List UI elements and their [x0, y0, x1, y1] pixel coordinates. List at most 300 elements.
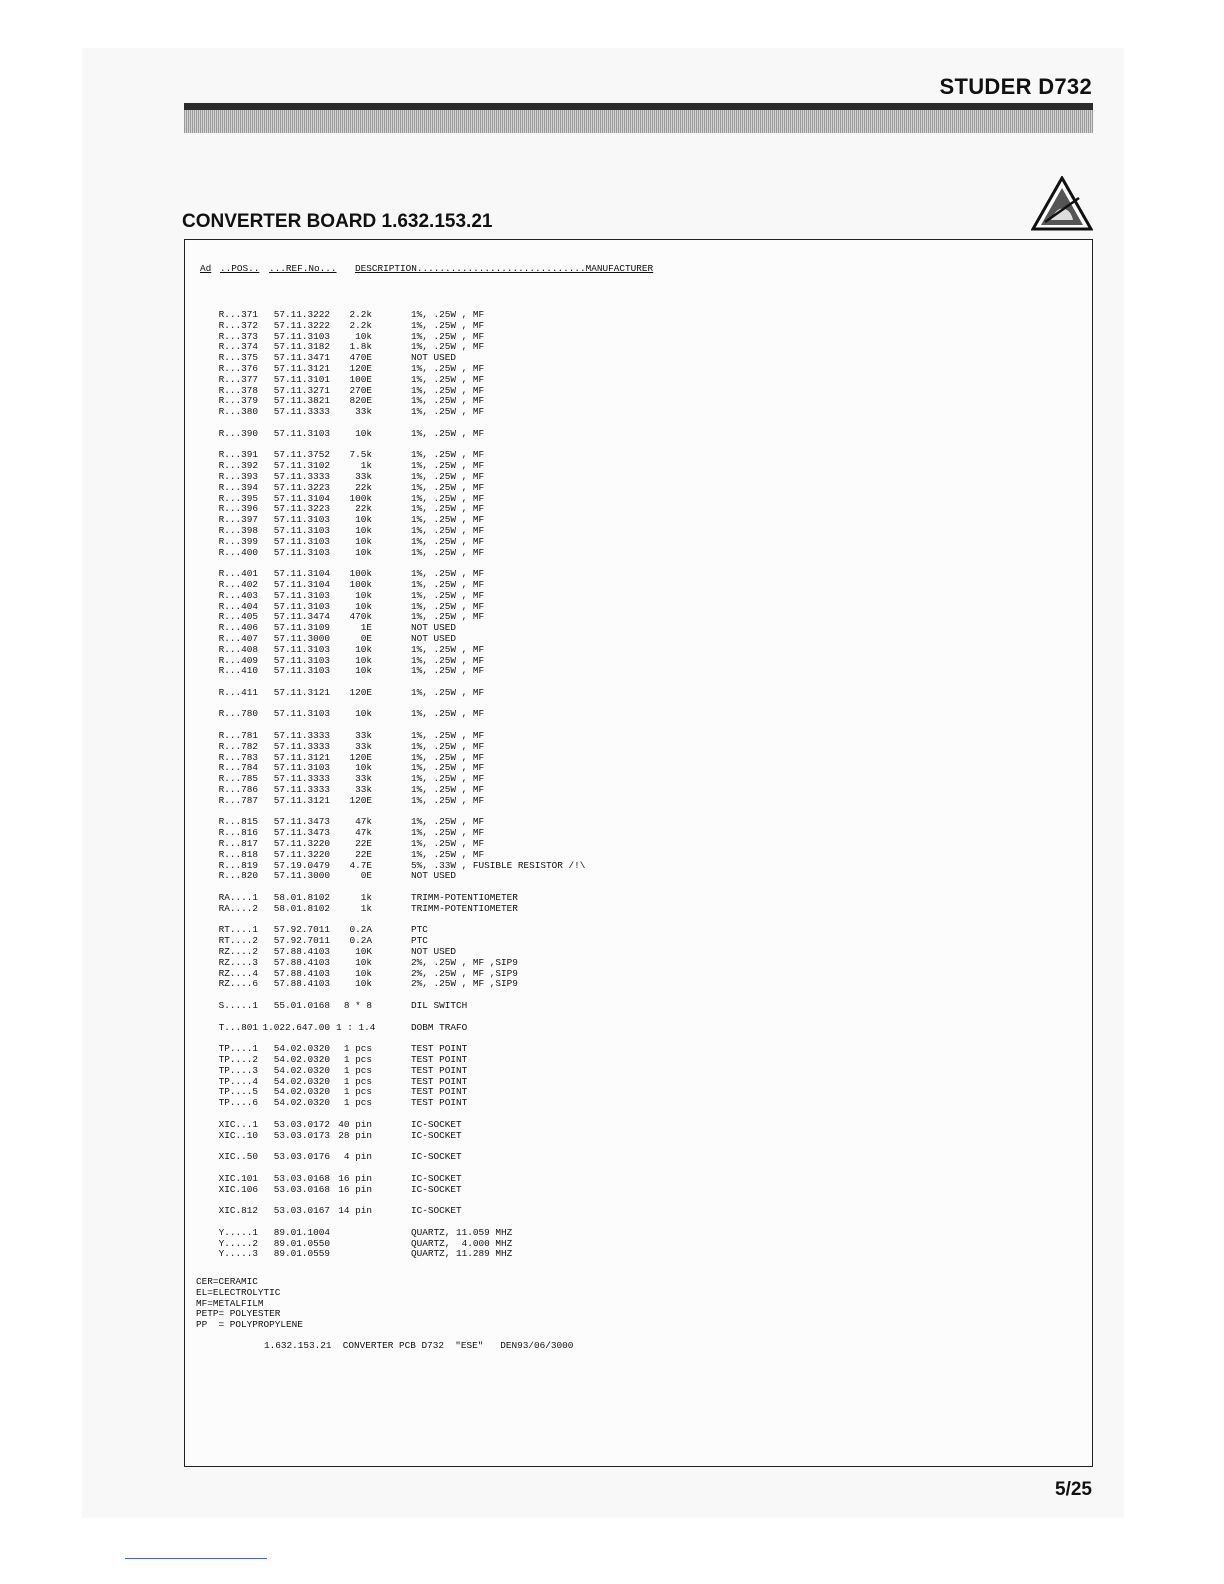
part-ref: 53.03.0173 [273, 1129, 330, 1141]
part-description: 1%, .25W , MF [411, 384, 485, 396]
legend-line: EL=ELECTROLYTIC [196, 1286, 281, 1298]
part-description: 1%, .25W , MF [411, 319, 485, 331]
part-pos: R...410 [218, 665, 258, 677]
part-pos: R...817 [218, 838, 258, 850]
part-ref: 57.11.3103 [273, 708, 330, 720]
part-description: 1%, .25W , MF [411, 794, 485, 806]
part-ref: 55.01.0168 [273, 1000, 330, 1011]
description-column [411, 310, 585, 1260]
part-pos: RZ....6 [218, 978, 258, 990]
part-pos: Y.....2 [218, 1237, 258, 1249]
part-ref: 57.11.3000 [273, 632, 330, 644]
part-value: 1 pcs [343, 1086, 372, 1098]
part-value: 10k [355, 535, 372, 547]
part-pos: R...399 [218, 535, 258, 547]
part-pos: RA....2 [218, 902, 258, 914]
part-value: 120E [349, 794, 372, 806]
part-description: 1%, .25W , MF [411, 773, 485, 785]
part-value: 40 pin [338, 1118, 372, 1130]
row-gap [262, 1012, 330, 1023]
part-description: 1%, .25W , MF [411, 827, 485, 839]
part-ref: 57.11.3103 [273, 427, 330, 439]
part-description: TEST POINT [411, 1064, 468, 1076]
part-ref: 57.11.3121 [273, 362, 330, 374]
part-pos: XIC..10 [218, 1129, 258, 1141]
part-pos: R...409 [218, 654, 258, 666]
part-value: 33k [355, 406, 372, 418]
part-pos: R...391 [218, 449, 258, 461]
part-pos: R...816 [218, 827, 258, 839]
part-value: 10k [355, 978, 372, 990]
part-ref: 57.11.3333 [273, 470, 330, 482]
part-pos: R...411 [218, 686, 258, 698]
part-pos: R...371 [218, 309, 258, 320]
col-description: DESCRIPTION..............................MANUFACTURER [355, 263, 654, 274]
part-ref: 54.02.0320 [273, 1075, 330, 1087]
part-description: 1%, .25W , MF [411, 395, 485, 407]
part-description: 1%, .25W , MF [411, 816, 485, 828]
page-number: 5/25 [1055, 1479, 1092, 1500]
part-description: 1%, .25W , MF [411, 492, 485, 504]
part-ref: 54.02.0320 [273, 1053, 330, 1065]
part-value: 1 pcs [343, 1053, 372, 1065]
part-ref: 58.01.8102 [273, 892, 330, 904]
part-ref: 57.11.3223 [273, 503, 330, 515]
part-value: 22k [355, 481, 372, 493]
part-value: 10K [355, 946, 372, 958]
legend-line: CER=CERAMIC [196, 1276, 258, 1287]
part-description: 1%, .25W , MF [411, 330, 485, 342]
esd-warning-icon [1031, 176, 1093, 231]
part-value: 10k [355, 956, 372, 968]
row-gap [411, 1012, 585, 1023]
part-ref: 89.01.0559 [273, 1248, 330, 1260]
part-description: 1%, .25W , MF [411, 449, 485, 461]
part-pos: R...820 [218, 870, 258, 882]
part-description: NOT USED [411, 632, 457, 644]
part-pos: R...376 [218, 362, 258, 374]
part-ref: 57.11.3271 [273, 384, 330, 396]
part-description: 1%, .25W , MF [411, 427, 485, 439]
part-description: 1%, .25W , MF [411, 589, 485, 601]
part-pos: R...378 [218, 384, 258, 396]
part-description: 1%, .25W , MF [411, 611, 485, 623]
part-pos: TP....2 [218, 1053, 258, 1065]
part-ref: 57.11.3752 [273, 449, 330, 461]
part-ref: 57.11.3121 [273, 794, 330, 806]
part-ref: 1.022.647.00 [262, 1021, 330, 1033]
part-pos: R...400 [218, 546, 258, 558]
part-description: NOT USED [411, 946, 457, 958]
part-pos: R...819 [218, 859, 258, 871]
part-pos: R...780 [218, 708, 258, 720]
part-value: 7.5k [349, 449, 372, 461]
part-ref: 53.03.0167 [273, 1205, 330, 1217]
part-value: 2.2k [349, 319, 372, 331]
legend-line: MF=METALFILM [196, 1297, 264, 1309]
part-value: 33k [355, 740, 372, 752]
part-ref: 57.11.3471 [273, 352, 330, 364]
part-value: 10k [355, 708, 372, 720]
part-pos: RZ....3 [218, 956, 258, 968]
part-ref: 57.11.3103 [273, 643, 330, 655]
part-description: 1%, .25W , MF [411, 373, 485, 385]
part-ref: 57.11.3104 [273, 492, 330, 504]
part-ref: 57.11.3104 [273, 578, 330, 590]
part-description: QUARTZ, 11.289 MHZ [411, 1248, 513, 1260]
row-gap [214, 1012, 258, 1023]
part-description: 1%, .25W , MF [411, 406, 485, 418]
ref-column [262, 310, 330, 1260]
part-ref: 57.11.3103 [273, 535, 330, 547]
col-pos: ..POS.. [220, 263, 260, 274]
row-gap [336, 1217, 372, 1228]
part-value: 10k [355, 654, 372, 666]
part-pos: R...373 [218, 330, 258, 342]
part-value: 1 pcs [343, 1075, 372, 1087]
part-value: 10k [355, 589, 372, 601]
part-description: IC-SOCKET [411, 1118, 462, 1130]
part-value: 100k [349, 578, 372, 590]
part-description: 1%, .25W , MF [411, 546, 485, 558]
part-value: 1k [360, 902, 372, 914]
part-value: 10k [355, 330, 372, 342]
part-description: 1%, .25W , MF [411, 578, 485, 590]
part-pos: R...408 [218, 643, 258, 655]
part-value: 14 pin [338, 1205, 372, 1217]
part-pos: XIC.101 [218, 1172, 258, 1184]
part-description: 5%, .33W , FUSIBLE RESISTOR /!\ [411, 859, 586, 871]
part-pos: R...390 [218, 427, 258, 439]
part-description: 1%, .25W , MF [411, 654, 485, 666]
part-ref: 53.03.0172 [273, 1118, 330, 1130]
part-pos: RZ....4 [218, 967, 258, 979]
part-description: 1%, .25W , MF [411, 470, 485, 482]
part-pos: R...395 [218, 492, 258, 504]
part-pos: RA....1 [218, 892, 258, 904]
part-pos: R...786 [218, 784, 258, 796]
part-value: 470E [349, 352, 372, 364]
part-value: 0.2A [349, 935, 372, 947]
part-value: 10k [355, 524, 372, 536]
part-value: 47k [355, 816, 372, 828]
part-pos: R...785 [218, 773, 258, 785]
part-description: NOT USED [411, 870, 457, 882]
legend-line: PETP= POLYESTER [196, 1308, 281, 1320]
part-ref: 54.02.0320 [273, 1097, 330, 1109]
part-pos: RT....1 [218, 924, 258, 936]
part-description: QUARTZ, 11.059 MHZ [411, 1226, 513, 1238]
part-ref: 89.01.0550 [273, 1237, 330, 1249]
part-description: 1%, .25W , MF [411, 460, 485, 472]
legend-line: PP = POLYPROPYLENE [196, 1319, 303, 1331]
part-ref: 57.11.3222 [273, 319, 330, 331]
part-ref: 57.11.3103 [273, 546, 330, 558]
part-description: 1%, .25W , MF [411, 643, 485, 655]
part-pos: R...404 [218, 600, 258, 612]
value-column [336, 309, 376, 1260]
part-value: 1E [360, 622, 372, 634]
part-description: TRIMM-POTENTIOMETER [411, 902, 518, 914]
part-value: 22E [355, 848, 372, 860]
part-value: 0E [360, 632, 372, 644]
part-value: 33k [355, 730, 372, 742]
part-ref: 57.11.3220 [273, 838, 330, 850]
part-description: 1%, .25W , MF [411, 838, 485, 850]
document-footer-line: 1.632.153.21 CONVERTER PCB D732 "ESE" DEN93/06/3000 [264, 1340, 574, 1351]
part-description: 1%, .25W , MF [411, 309, 485, 320]
part-value: 2.2k [349, 309, 372, 320]
part-pos: R...402 [218, 578, 258, 590]
part-pos: R...374 [218, 341, 258, 353]
part-pos: R...407 [218, 632, 258, 644]
part-description: 1%, .25W , MF [411, 600, 485, 612]
part-pos: XIC.812 [218, 1205, 258, 1217]
part-ref: 54.02.0320 [273, 1064, 330, 1076]
part-description: 1%, .25W , MF [411, 708, 485, 720]
part-ref: 57.11.3103 [273, 762, 330, 774]
part-value: 100k [349, 492, 372, 504]
part-value [336, 1249, 372, 1260]
part-pos: R...393 [218, 470, 258, 482]
part-description: QUARTZ, 4.000 MHZ [411, 1237, 513, 1249]
part-value: 470k [349, 611, 372, 623]
part-ref: 57.11.3102 [273, 460, 330, 472]
part-description: IC-SOCKET [411, 1172, 462, 1184]
part-value: 10k [355, 643, 372, 655]
part-value: 1 pcs [343, 1043, 372, 1055]
part-value: 28 pin [338, 1129, 372, 1141]
part-description: 2%, .25W , MF ,SIP9 [411, 956, 518, 968]
part-pos: XIC.106 [218, 1183, 258, 1195]
part-value: 120E [349, 686, 372, 698]
part-value: 10k [355, 546, 372, 558]
part-ref: 57.88.4103 [273, 946, 330, 958]
part-ref: 57.11.3333 [273, 730, 330, 742]
part-pos: R...401 [218, 568, 258, 580]
part-ref: 57.11.3220 [273, 848, 330, 860]
part-ref: 53.03.0168 [273, 1183, 330, 1195]
part-pos: TP....1 [218, 1043, 258, 1055]
part-ref: 57.11.3000 [273, 870, 330, 882]
part-value: 10k [355, 967, 372, 979]
part-pos: R...379 [218, 395, 258, 407]
part-ref: 57.11.3333 [273, 773, 330, 785]
part-ref: 57.11.3121 [273, 751, 330, 763]
part-description: 1%, .25W , MF [411, 341, 485, 353]
part-pos: Y.....3 [218, 1248, 258, 1260]
part-value [336, 1239, 372, 1250]
part-description: TEST POINT [411, 1053, 468, 1065]
part-pos: R...392 [218, 460, 258, 472]
part-ref: 53.03.0168 [273, 1172, 330, 1184]
part-ref: 57.88.4103 [273, 967, 330, 979]
col-ref: ...REF.No... [269, 263, 337, 274]
part-ref: 53.03.0176 [273, 1151, 330, 1163]
part-description: NOT USED [411, 622, 457, 634]
part-pos: RZ....2 [218, 946, 258, 958]
part-value: 10k [355, 514, 372, 526]
part-pos: XIC...1 [218, 1118, 258, 1130]
part-value: 1 : 1.4 [336, 1021, 376, 1033]
part-description: 1%, .25W , MF [411, 686, 485, 698]
part-ref: 57.11.3104 [273, 568, 330, 580]
part-description: DIL SWITCH [411, 1000, 468, 1011]
part-ref: 57.11.3333 [273, 740, 330, 752]
part-value [336, 1228, 372, 1239]
part-value: 4.7E [349, 859, 372, 871]
part-description: 1%, .25W , MF [411, 514, 485, 526]
part-pos: XIC..50 [218, 1151, 258, 1163]
part-description: 1%, .25W , MF [411, 481, 485, 493]
part-description: PTC [411, 924, 428, 936]
part-description: TEST POINT [411, 1075, 468, 1087]
part-ref: 57.92.7011 [273, 935, 330, 947]
part-value: 47k [355, 827, 372, 839]
part-description: 2%, .25W , MF ,SIP9 [411, 967, 518, 979]
row-gap [336, 1012, 372, 1023]
part-ref: 54.02.0320 [273, 1043, 330, 1055]
part-pos: S.....1 [218, 1000, 258, 1011]
part-ref: 57.11.3103 [273, 654, 330, 666]
part-ref: 57.88.4103 [273, 956, 330, 968]
part-ref: 57.11.3333 [273, 406, 330, 418]
part-pos: T...801 [218, 1021, 258, 1033]
part-value: 270E [349, 384, 372, 396]
part-ref: 57.11.3103 [273, 665, 330, 677]
row-gap [411, 915, 585, 926]
part-value: 820E [349, 395, 372, 407]
brand-title: STUDER D732 [939, 74, 1092, 99]
part-description: 1%, .25W , MF [411, 730, 485, 742]
part-description: PTC [411, 935, 428, 947]
part-ref: 57.11.3101 [273, 373, 330, 385]
part-description: DOBM TRAFO [411, 1021, 468, 1033]
part-ref: 57.11.3103 [273, 600, 330, 612]
part-value: 22k [355, 503, 372, 515]
part-value: 100k [349, 568, 372, 580]
part-ref: 89.01.1004 [273, 1226, 330, 1238]
part-ref: 57.11.3103 [273, 524, 330, 536]
part-description: 1%, .25W , MF [411, 535, 485, 547]
part-pos: R...405 [218, 611, 258, 623]
part-value: 33k [355, 773, 372, 785]
part-description: TEST POINT [411, 1043, 468, 1055]
part-description: 1%, .25W , MF [411, 362, 485, 374]
part-ref: 57.11.3121 [273, 686, 330, 698]
part-value: 120E [349, 751, 372, 763]
part-ref: 57.11.3103 [273, 589, 330, 601]
part-ref: 57.11.3474 [273, 611, 330, 623]
part-pos: R...380 [218, 406, 258, 418]
part-description: TEST POINT [411, 1097, 468, 1109]
section-title: CONVERTER BOARD 1.632.153.21 [182, 211, 493, 232]
part-description: 1%, .25W , MF [411, 568, 485, 580]
part-ref: 54.02.0320 [273, 1086, 330, 1098]
part-pos: R...782 [218, 740, 258, 752]
part-value: 100E [349, 373, 372, 385]
part-ref: 58.01.8102 [273, 902, 330, 914]
part-description: TEST POINT [411, 1086, 468, 1098]
part-pos: R...377 [218, 373, 258, 385]
part-ref: 57.11.3109 [273, 622, 330, 634]
part-description: IC-SOCKET [411, 1129, 462, 1141]
part-value: 33k [355, 784, 372, 796]
part-description: IC-SOCKET [411, 1151, 462, 1163]
part-pos: R...396 [218, 503, 258, 515]
part-value: 10k [355, 600, 372, 612]
part-value: 4 pin [343, 1151, 372, 1163]
pos-column [214, 310, 258, 1260]
part-ref: 57.11.3182 [273, 341, 330, 353]
part-ref: 57.11.3103 [273, 514, 330, 526]
part-ref: 57.11.3821 [273, 395, 330, 407]
bottom-rule [125, 1558, 267, 1559]
part-value: 1.8k [349, 341, 372, 353]
col-ad: Ad [200, 263, 212, 274]
part-description: IC-SOCKET [411, 1205, 462, 1217]
part-description: 1%, .25W , MF [411, 751, 485, 763]
part-description: 1%, .25W , MF [411, 848, 485, 860]
part-pos: R...403 [218, 589, 258, 601]
part-pos: TP....5 [218, 1086, 258, 1098]
part-description: 2%, .25W , MF ,SIP9 [411, 978, 518, 990]
part-description: IC-SOCKET [411, 1183, 462, 1195]
part-pos: R...784 [218, 762, 258, 774]
part-description: NOT USED [411, 352, 457, 364]
part-value: 0.2A [349, 924, 372, 936]
part-value: 10k [355, 762, 372, 774]
part-pos: R...406 [218, 622, 258, 634]
part-ref: 57.92.7011 [273, 924, 330, 936]
part-value: 16 pin [338, 1183, 372, 1195]
part-ref: 57.11.3222 [273, 309, 330, 320]
part-description: 1%, .25W , MF [411, 784, 485, 796]
part-pos: R...815 [218, 816, 258, 828]
part-pos: R...375 [218, 352, 258, 364]
part-value: 22E [355, 838, 372, 850]
part-pos: R...372 [218, 319, 258, 331]
part-description: 1%, .25W , MF [411, 524, 485, 536]
part-value: 8 * 8 [343, 1000, 372, 1011]
part-ref: 57.11.3473 [273, 827, 330, 839]
part-pos: RT....2 [218, 935, 258, 947]
part-pos: TP....6 [218, 1097, 258, 1109]
part-ref: 57.11.3333 [273, 784, 330, 796]
part-description: 1%, .25W , MF [411, 665, 485, 677]
part-pos: R...818 [218, 848, 258, 860]
part-value: 1 pcs [343, 1097, 372, 1109]
part-pos: R...783 [218, 751, 258, 763]
part-ref: 57.11.3223 [273, 481, 330, 493]
part-value: 33k [355, 470, 372, 482]
part-description: 1%, .25W , MF [411, 740, 485, 752]
part-description: TRIMM-POTENTIOMETER [411, 892, 518, 904]
part-value: 10k [355, 665, 372, 677]
part-value: 1k [360, 892, 372, 904]
part-ref: 57.19.0479 [273, 859, 330, 871]
abbreviation-legend [196, 1277, 303, 1331]
part-pos: R...787 [218, 794, 258, 806]
part-pos: Y.....1 [218, 1226, 258, 1238]
part-value: 1 pcs [343, 1064, 372, 1076]
part-ref: 57.11.3473 [273, 816, 330, 828]
part-pos: TP....3 [218, 1064, 258, 1076]
part-value: 120E [349, 362, 372, 374]
part-pos: R...781 [218, 730, 258, 742]
part-pos: TP....4 [218, 1075, 258, 1087]
part-description: 1%, .25W , MF [411, 762, 485, 774]
